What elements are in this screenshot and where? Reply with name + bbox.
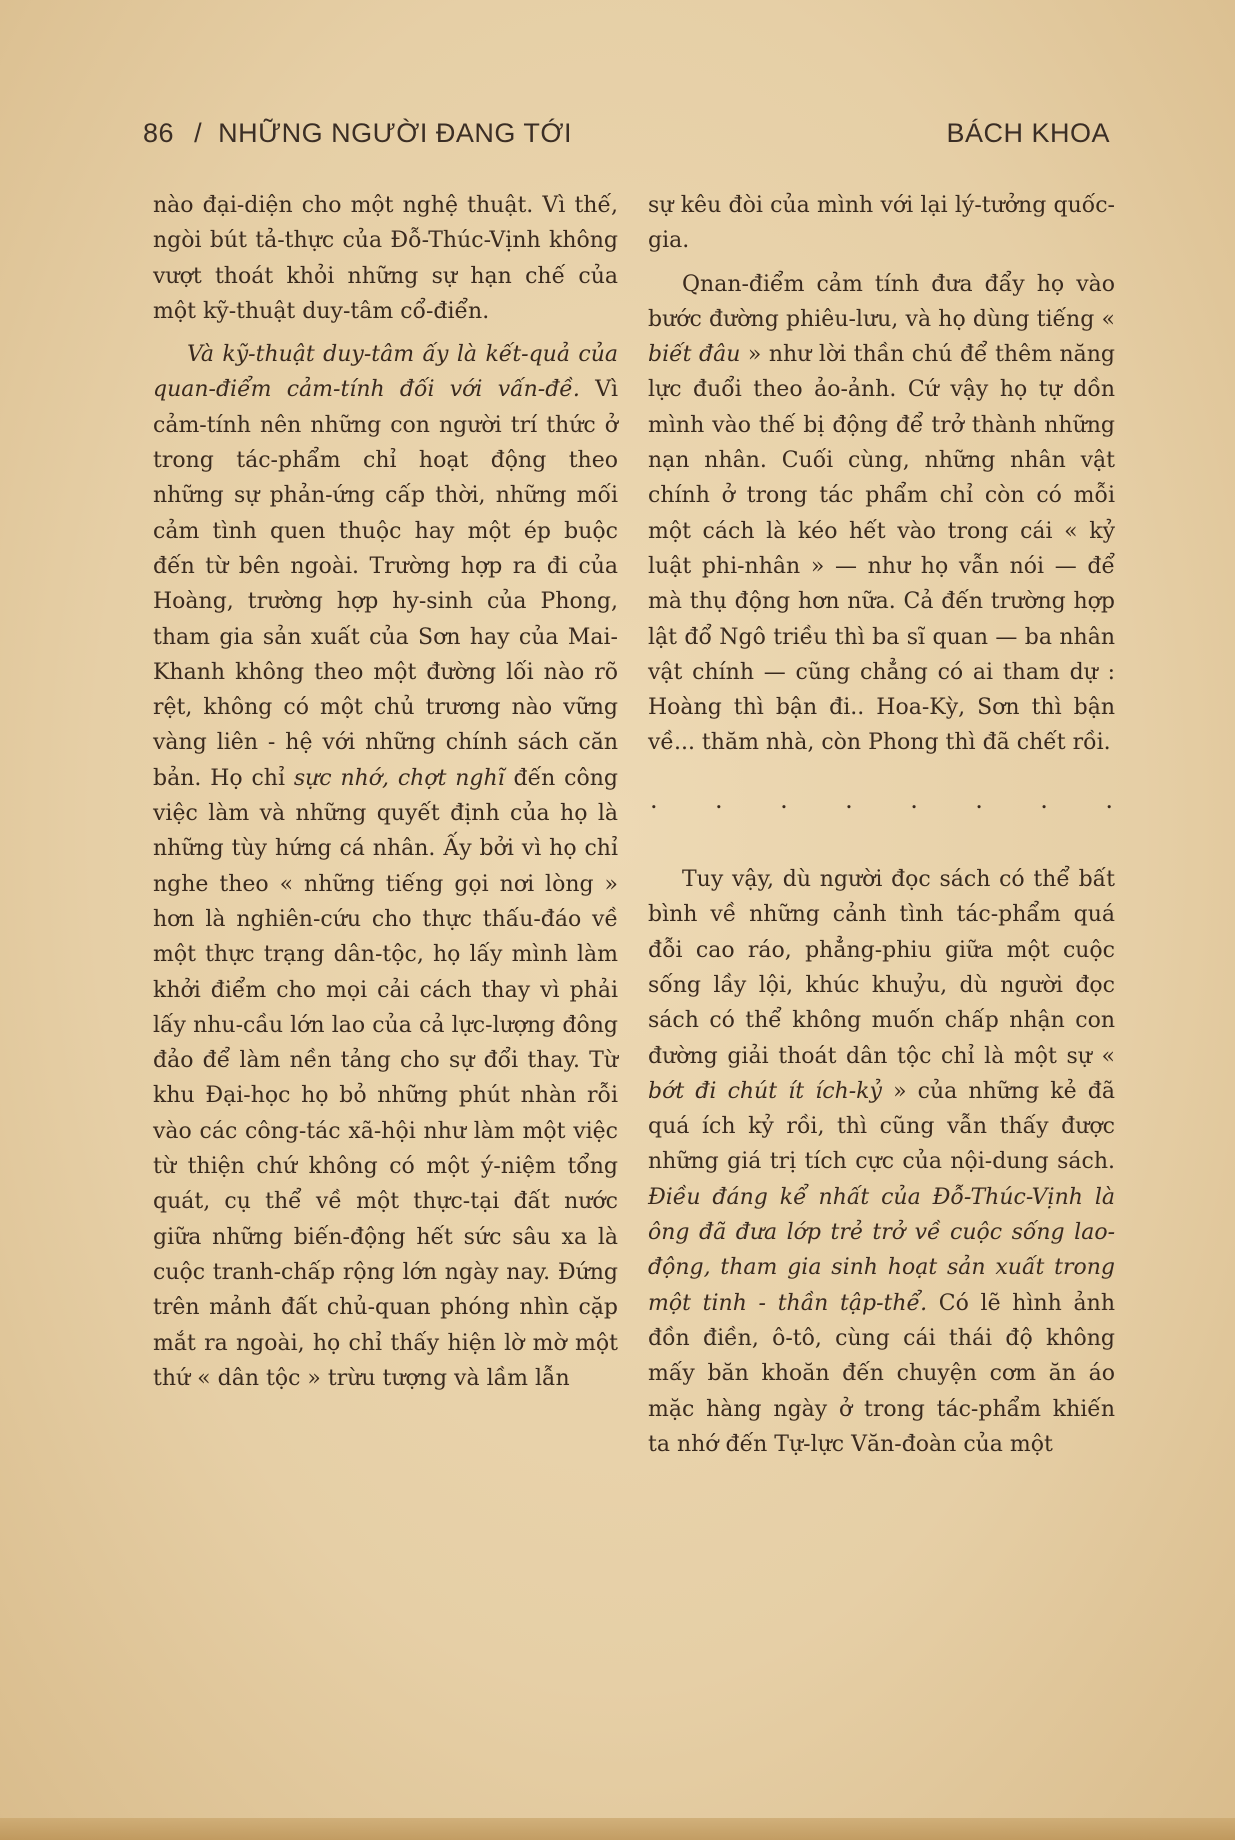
divider-dot: . xyxy=(650,785,658,814)
page-header xyxy=(143,118,1110,149)
left-column xyxy=(153,188,618,1404)
header-separator: / xyxy=(194,118,203,148)
paragraph-text: » của những kẻ đã quá ích kỷ rồi, thì cũng vẫn thấy được những giá trị tích cực của nội-dung sách. xyxy=(648,1078,1115,1175)
italic-text: Và kỹ-thuật duy-tâm ấy là kết-quả của quan-điểm cảm-tính đối với vấn-đề. xyxy=(153,342,618,403)
divider-dot: . xyxy=(910,785,918,814)
running-head-left xyxy=(143,118,572,149)
section-divider-dots xyxy=(648,783,1115,818)
page-number: 86 xyxy=(143,118,175,148)
italic-text: bớt đi chút ít ích-kỷ xyxy=(648,1078,882,1104)
paragraph xyxy=(648,862,1115,1462)
magazine-title: BÁCH KHOA xyxy=(946,118,1110,148)
paragraph-text: Có lẽ hình ảnh đồn điền, ô-tô, cùng cái thái độ không mấy băn khoăn đến chuyện cơm ăn áo mặc hàng ngày ở trong tác-phẩm khiến ta nhớ đến Tự-lực Văn-đoàn của một xyxy=(648,1290,1115,1457)
section-title: NHỮNG NGƯỜI ĐANG TỚI xyxy=(218,118,573,148)
divider-dot: . xyxy=(845,785,853,814)
paragraph xyxy=(648,267,1115,761)
paragraph-text: Vì cảm-tính nên những con người trí thức ở trong tác-phẩm chỉ hoạt động theo những sự phản-ứng cấp thời, những mối cảm tình quen thuộc hay một ép buộc đến từ bên ngoài. Trường hợp ra đi của Hoàng, trường hợp hy-sinh của Phong, tham gia sản xuất của Sơn hay của Mai-Khanh không theo một đường lối nào rõ rệt, không có một chủ trương nào vững vàng liên - hệ với những chính sách căn bản. Họ chỉ xyxy=(153,377,618,791)
paragraph xyxy=(648,188,1115,259)
divider-dot: . xyxy=(1105,785,1113,814)
paragraph-text: Qnan-điểm cảm tính đưa đẩy họ vào bước đường phiêu-lưu, và họ dùng tiếng « xyxy=(648,271,1115,332)
divider-dot: . xyxy=(975,785,983,814)
paragraph-text: đến công việc làm và những quyết định của họ là những tùy hứng cá nhân. Ấy bởi vì họ chỉ nghe theo « những tiếng gọi nơi lòng » hơn là nghiên-cứu cho thực thấu-đáo về một thực trạng dân-tộc, họ lấy mình làm khởi điểm cho mọi cải cách thay vì phải lấy nhu-cầu lớn lao của cả lực-lượng đông đảo để làm nền tảng cho sự đổi thay. Từ khu Đại-học họ bỏ những phút nhàn rỗi vào các công-tác xã-hội như làm một việc từ thiện chứ không có một ý-niệm tổng quát, cụ thể về một thực-tại đất nước giữa những biến-động hết sức sâu xa là cuộc tranh-chấp rộng lớn ngày nay. Đứng trên mảnh đất chủ-quan phóng nhìn cặp mắt ra ngoài, họ chỉ thấy hiện lờ mờ một thứ « dân tộc » trừu tượng và lầm lẫn xyxy=(153,765,618,1391)
italic-text: sực nhớ, chợt nghĩ xyxy=(293,765,505,791)
italic-text: Điều đáng kể nhất của Đỗ-Thúc-Vịnh là ông đã đưa lớp trẻ trở về cuộc sống lao-động, tham gia sinh hoạt sản xuất trong một tinh - thần tập-thể. xyxy=(648,1184,1115,1316)
paragraph xyxy=(153,337,618,1396)
paragraph-text: nào đại-diện cho một nghệ thuật. Vì thế, ngòi bút tả-thực của Đỗ-Thúc-Vịnh không vượt thoát khỏi những sự hạn chế của một kỹ-thuật duy-tâm cổ-điển. xyxy=(153,193,618,324)
divider-dot: . xyxy=(780,785,788,814)
divider-dot: . xyxy=(715,785,723,814)
paragraph-text: » như lời thần chú để thêm năng lực đuổi theo ảo-ảnh. Cứ vậy họ tự dồn mình vào thế bị động để trở thành những nạn nhân. Cuối cùng, những nhân vật chính ở trong tác phẩm chỉ còn có mỗi một cách là kéo hết vào trong cái « kỷ luật phi-nhân » — như họ vẫn nói — để mà thụ động hơn nữa. Cả đến trường hợp lật đổ Ngô triều thì ba sĩ quan — ba nhân vật chính — cũng chẳng có ai tham dự : Hoàng thì bận đi.. Hoa-Kỳ, Sơn thì bận về... thăm nhà, còn Phong thì đã chết rồi. xyxy=(648,342,1115,756)
paragraph xyxy=(153,188,618,329)
paragraph-text: sự kêu đòi của mình với lại lý-tưởng quốc-gia. xyxy=(648,193,1115,254)
right-column xyxy=(648,188,1115,1470)
divider-dot: . xyxy=(1040,785,1048,814)
paragraph-text: Tuy vậy, dù người đọc sách có thể bất bình về những cảnh tình tác-phẩm quá đỗi cao ráo, phẳng-phiu giữa một cuộc sống lầy lội, khúc khuỷu, dù người đọc sách có thể không muốn chấp nhận con đường giải thoát dân tộc chỉ là một sự « xyxy=(648,867,1115,1069)
italic-text: biết đâu xyxy=(648,342,741,368)
